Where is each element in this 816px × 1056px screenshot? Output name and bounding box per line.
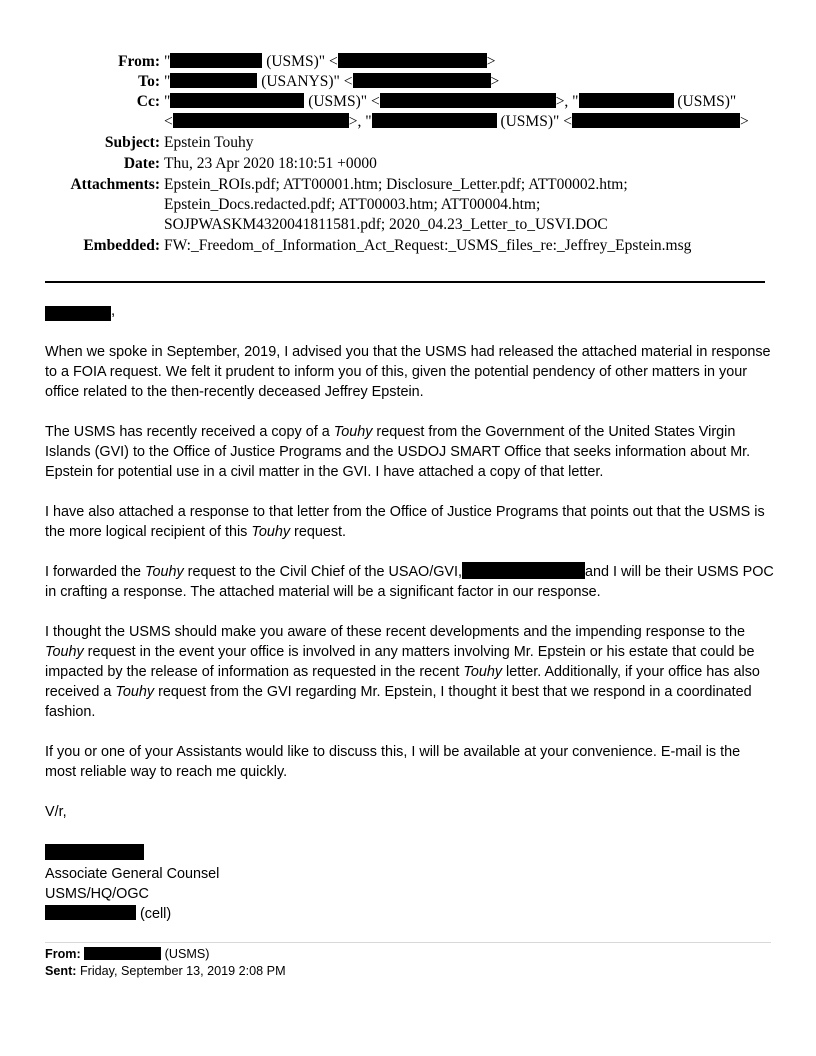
redaction-block: [170, 53, 262, 68]
from-value: " (USMS)" < >: [164, 53, 496, 70]
redaction-block: [353, 73, 491, 88]
header-date-row: [0, 154, 816, 174]
header-attachments-row: [0, 175, 816, 235]
attachments-line: Epstein_ROIs.pdf; ATT00001.htm; Disclosure_Letter.pdf; ATT00002.htm;: [164, 176, 628, 193]
to-label: To:: [138, 73, 160, 90]
header-from-row: [0, 52, 816, 72]
redaction-block: [173, 113, 349, 128]
forwarded-from: From: (USMS): [45, 947, 210, 961]
subject-label: Subject:: [104, 134, 160, 151]
header-embedded-row: [0, 236, 816, 256]
attachments-label: Attachments:: [70, 176, 160, 193]
cc-value: [164, 92, 774, 132]
message-body: [45, 342, 775, 842]
body-paragraph: I forwarded the Touhy request to the Civil Chief of the USAO/GVI, and I will be their USMS POC in crafting a response. The attached material will be a significant factor in our response.: [45, 564, 774, 600]
signature-title: Associate General Counsel: [45, 866, 220, 882]
date-label: Date:: [123, 155, 160, 172]
signature-block: [45, 844, 219, 924]
redaction-block: [572, 113, 740, 128]
embedded-value: FW:_Freedom_of_Information_Act_Request:_USMS_files_re:_Jeffrey_Epstein.msg: [164, 237, 692, 254]
forwarded-divider: [45, 942, 771, 943]
from-label: From:: [118, 53, 160, 70]
date-value: Thu, 23 Apr 2020 18:10:51 +0000: [164, 155, 377, 172]
redaction-block: [45, 306, 111, 321]
attachments-value: [164, 175, 774, 235]
attachments-line: SOJPWASKM4320041811581.pdf; 2020_04.23_Letter_to_USVI.DOC: [164, 216, 608, 233]
body-paragraph: If you or one of your Assistants would like to discuss this, I will be available at your convenience. E-mail is the most reliable way to reach me quickly.: [45, 744, 741, 780]
redaction-block: [372, 113, 497, 128]
redaction-block: [579, 93, 674, 108]
forwarded-header: [45, 946, 286, 980]
header-to-row: [0, 72, 816, 92]
cc-line-1: " (USMS)" < >, " (USMS)": [164, 93, 737, 110]
signature-org: USMS/HQ/OGC: [45, 886, 149, 902]
forwarded-sent: Sent: Friday, September 13, 2019 2:08 PM: [45, 964, 286, 978]
redaction-block: [170, 73, 257, 88]
subject-value: Epstein Touhy: [164, 134, 254, 151]
header-divider: [45, 281, 765, 283]
redaction-block: [45, 905, 136, 920]
redaction-block: [170, 93, 304, 108]
attachments-line: Epstein_Docs.redacted.pdf; ATT00003.htm; ATT00004.htm;: [164, 196, 541, 213]
body-paragraph: When we spoke in September, 2019, I advised you that the USMS had released the attached material in response to a FOIA request. We felt it prudent to inform you of this, given the potential pendency of other matters in your office related to the then-recently deceased Jeffrey Epstein.: [45, 344, 771, 400]
redaction-block: [462, 562, 585, 579]
redaction-block: [45, 844, 144, 860]
header-subject-row: [0, 133, 816, 153]
embedded-label: Embedded:: [83, 237, 160, 254]
email-header: [0, 52, 816, 256]
body-paragraph: The USMS has recently received a copy of a Touhy request from the Government of the United States Virgin Islands (GVI) to the Office of Justice Programs and the USDOJ SMART Office that seeks information about Mr. Epstein for potential use in a civil matter in the GVI. I have attached a copy of that letter.: [45, 424, 751, 480]
body-paragraph: I thought the USMS should make you aware of these recent developments and the impending response to the Touhy request in the event your office is involved in any matters involving Mr. Epstein or his estate that could be impacted by the release of information as requested in the recent Touhy letter. Additionally, if your office has also received a Touhy request from the GVI regarding Mr. Epstein, I thought it best that we respond in a coordinated fashion.: [45, 624, 760, 720]
redaction-block: [338, 53, 487, 68]
signature-cell: (cell): [45, 904, 219, 924]
to-value: " (USANYS)" < >: [164, 73, 500, 90]
redaction-block: [380, 93, 556, 108]
greeting-comma: ,: [111, 302, 116, 319]
header-cc-row: [0, 92, 816, 132]
sign-off: V/r,: [45, 804, 67, 820]
cc-label: Cc:: [136, 93, 160, 110]
redaction-block: [84, 947, 161, 960]
body-paragraph: I have also attached a response to that letter from the Office of Justice Programs that points out that the USMS is the more logical recipient of this Touhy request.: [45, 504, 765, 540]
cc-line-2: < >, " (USMS)" < >: [164, 113, 749, 130]
